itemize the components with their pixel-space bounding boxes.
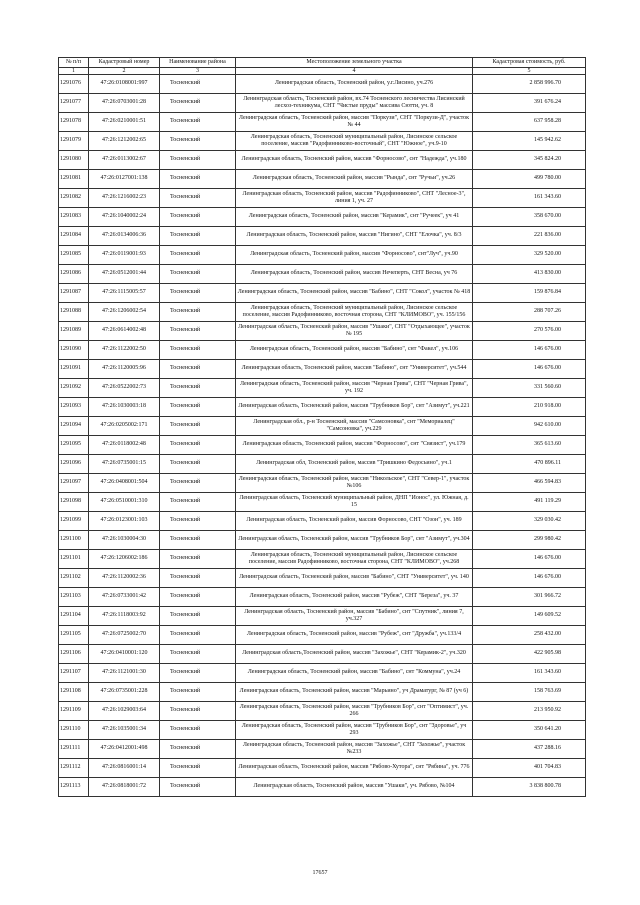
table-row: [59, 455, 586, 474]
cadastral-number-cell: 47:26:1035001:34: [89, 721, 160, 740]
row-number-cell: 1291087: [59, 284, 89, 303]
cadastral-value-cell: 329 030.42: [473, 512, 586, 531]
table-row: [59, 151, 586, 170]
cadastral-number-cell: 47:26:1029003:64: [89, 702, 160, 721]
table-row: [59, 170, 586, 189]
district-name-cell: Тосненский: [160, 379, 236, 398]
row-number-cell: 1291079: [59, 132, 89, 151]
cadastral-value-cell: 391 676.24: [473, 94, 586, 113]
district-name-cell: Тосненский: [160, 740, 236, 759]
cadastral-number-cell: 47:26:1115005:57: [89, 284, 160, 303]
row-number-cell: 1291078: [59, 113, 89, 132]
cadastral-value-cell: 3 838 800.78: [473, 778, 586, 797]
header-district: Наименование района: [160, 58, 236, 68]
cadastral-number-cell: 47:26:0410001:120: [89, 645, 160, 664]
district-name-cell: Тосненский: [160, 322, 236, 341]
column-number: 1: [59, 68, 89, 75]
location-cell: Ленинградская область, Тосненский район, массив "Бабино", СНТ "Университет", уч. 140: [236, 569, 473, 588]
table-row: [59, 721, 586, 740]
table-header-row: [59, 58, 586, 68]
cadastral-value-cell: 470 896.11: [473, 455, 586, 474]
location-cell: Ленинградская область, Тосненский район, массив "Рубеж", снт "Дружба", уч.133/4: [236, 626, 473, 645]
cadastral-number-cell: 47:26:0510001:310: [89, 493, 160, 512]
district-name-cell: Тосненский: [160, 170, 236, 189]
cadastral-value-cell: 161 343.60: [473, 664, 586, 683]
location-cell: Ленинградская область, Тосненский район, массив "Рубеж", СНТ "Береза", уч. 37: [236, 588, 473, 607]
table-row: [59, 664, 586, 683]
district-name-cell: Тосненский: [160, 512, 236, 531]
location-cell: Ленинградская область, Тосненский район, массив "Бабино", снт "Коммуна", уч.24: [236, 664, 473, 683]
row-number-cell: 1291111: [59, 740, 89, 759]
row-number-cell: 1291084: [59, 227, 89, 246]
cadastral-number-cell: 47:26:0119001:93: [89, 246, 160, 265]
location-cell: Ленинградская область, Тосненский муниципальный район, ДНП "Ионос", ул. Южная, д. 15: [236, 493, 473, 512]
location-cell: Ленинградская область, Тосненский район, массив "Бабино", СНТ "Сокол", участок № 418: [236, 284, 473, 303]
cadastral-number-cell: 47:26:1122002:50: [89, 341, 160, 360]
location-cell: Ленинградская область, Тосненский район, массив "Рябово-Хутора", снт "Рябина", уч. 776: [236, 759, 473, 778]
location-cell: Ленинградская область, Тосненский район, массив "Трубников Бор", снт "Азимут", уч.304: [236, 531, 473, 550]
row-number-cell: 1291086: [59, 265, 89, 284]
cadastral-number-cell: 47:26:0123001:103: [89, 512, 160, 531]
location-cell: Ленинградская область, Тосненский район, вх.74 Тосненского лесничества Лисинский лесхоз-техникума, СНТ "Чистые пруды" массива Сютти, уч. 8: [236, 94, 473, 113]
cadastral-number-cell: 47:26:0512001:44: [89, 265, 160, 284]
location-cell: Ленинградская область, Тосненский район, массив "Форносово", снт"Луч", уч.90: [236, 246, 473, 265]
table-row: [59, 208, 586, 227]
column-number: 4: [236, 68, 473, 75]
table-row: [59, 398, 586, 417]
row-number-cell: 1291083: [59, 208, 89, 227]
cadastral-number-cell: 47:26:0127001:138: [89, 170, 160, 189]
row-number-cell: 1291109: [59, 702, 89, 721]
table-row: [59, 569, 586, 588]
cadastral-number-cell: 47:26:1118003:92: [89, 607, 160, 626]
location-cell: Ленинградская область, Тосненский район, массив "Форносово", снт "Связист", уч.179: [236, 436, 473, 455]
cadastral-value-cell: 942 610.00: [473, 417, 586, 436]
cadastral-number-cell: 47:26:0210001:51: [89, 113, 160, 132]
row-number-cell: 1291088: [59, 303, 89, 322]
district-name-cell: Тосненский: [160, 360, 236, 379]
cadastral-number-cell: 47:26:1030004:30: [89, 531, 160, 550]
district-name-cell: Тосненский: [160, 493, 236, 512]
location-cell: Ленинградская область, Тосненский район, массив "Бабино", снт "Факел", уч.106: [236, 341, 473, 360]
cadastral-value-cell: 258 432.00: [473, 626, 586, 645]
cadastral-value-cell: 331 560.60: [473, 379, 586, 398]
cadastral-number-cell: 47:26:1030003:18: [89, 398, 160, 417]
location-cell: Ленинградская область, Тосненский район, массив "Поркузи", СНТ "Поркузи-Д", участок № 44: [236, 113, 473, 132]
cadastral-number-cell: 47:26:0703001:28: [89, 94, 160, 113]
location-cell: Ленинградская область,Тосненский район, массив "Захожье", СНТ "Керамик-2", уч.320: [236, 645, 473, 664]
cadastral-value-cell: 149 609.52: [473, 607, 586, 626]
district-name-cell: Тосненский: [160, 569, 236, 588]
table-row: [59, 379, 586, 398]
row-number-cell: 1291085: [59, 246, 89, 265]
row-number-cell: 1291101: [59, 550, 89, 569]
cadastral-value-cell: 401 704.83: [473, 759, 586, 778]
district-name-cell: Тосненский: [160, 132, 236, 151]
cadastral-value-cell: 358 670.00: [473, 208, 586, 227]
district-name-cell: Тосненский: [160, 189, 236, 208]
location-cell: Ленинградская область, Тосненский муниципальный район, Лисинское сельское поселение, массив Радофинниково, восточная сторона, СНТ "КЛИМОВО", уч. 155/156: [236, 303, 473, 322]
location-cell: Ленинградская область, Тосненский муниципальный район, Лисинское сельское поселение, массив Радофинниково, восточная сторона, СНТ "КЛИМОВО", уч.268: [236, 550, 473, 569]
row-number-cell: 1291089: [59, 322, 89, 341]
cadastral-value-cell: 413 830.00: [473, 265, 586, 284]
cadastral-number-cell: 47:26:1040002:24: [89, 208, 160, 227]
table-row: [59, 322, 586, 341]
row-number-cell: 1291113: [59, 778, 89, 797]
location-cell: Ленинградская область, Тосненский район, массив "Трубников Бор", снт "Азимут", уч.221: [236, 398, 473, 417]
cadastral-number-cell: 47:26:0735001:15: [89, 455, 160, 474]
district-name-cell: Тосненский: [160, 227, 236, 246]
cadastral-number-cell: 47:26:0108001:997: [89, 75, 160, 94]
row-number-cell: 1291104: [59, 607, 89, 626]
column-number-row: [59, 68, 586, 75]
page-number: 17657: [312, 870, 328, 876]
cadastral-value-cell: 301 966.72: [473, 588, 586, 607]
table-row: [59, 436, 586, 455]
table-row: [59, 284, 586, 303]
location-cell: Ленинградская область, Тосненский район, массив "Бабино", снт "Университет", уч.544: [236, 360, 473, 379]
location-cell: Ленинградская область, Тосненский район, массив "Трубников Бор", снт "Здоровье", уч 293: [236, 721, 473, 740]
table-row: [59, 265, 586, 284]
location-cell: Ленинградская область, Тосненский район, массив Форносово, СНТ "Озон", уч. 189: [236, 512, 473, 531]
row-number-cell: 1291110: [59, 721, 89, 740]
cadastral-value-cell: 329 520.00: [473, 246, 586, 265]
row-number-cell: 1291092: [59, 379, 89, 398]
cadastral-value-cell: 288 707.26: [473, 303, 586, 322]
cadastral-number-cell: 47:26:0735001:228: [89, 683, 160, 702]
cadastral-number-cell: 47:26:0134006:36: [89, 227, 160, 246]
row-number-cell: 1291098: [59, 493, 89, 512]
district-name-cell: Тосненский: [160, 113, 236, 132]
cadastral-value-cell: 437 288.16: [473, 740, 586, 759]
cadastral-value-cell: 146 676.00: [473, 341, 586, 360]
column-number: 2: [89, 68, 160, 75]
table-row: [59, 588, 586, 607]
district-name-cell: Тосненский: [160, 778, 236, 797]
table-row: [59, 474, 586, 493]
row-number-cell: 1291076: [59, 75, 89, 94]
cadastral-value-cell: 499 780.00: [473, 170, 586, 189]
cadastral-number-cell: 47:26:1120005:96: [89, 360, 160, 379]
cadastral-number-cell: 47:26:0408001:504: [89, 474, 160, 493]
cadastral-value-cell: 159 876.84: [473, 284, 586, 303]
table-row: [59, 493, 586, 512]
location-cell: Ленинградская область, Тосненский район, массив "Радофинниково", СНТ "Лесное-3", линия 1, уч. 27: [236, 189, 473, 208]
cadastral-value-cell: 146 676.00: [473, 360, 586, 379]
district-name-cell: Тосненский: [160, 436, 236, 455]
cadastral-value-cell: 365 613.60: [473, 436, 586, 455]
table-row: [59, 626, 586, 645]
location-cell: Ленинградская область, Тосненский муниципальный район, Лисинское сельское поселение, массив "Радофинниково-восточный", СНТ "Южное", уч.9-10: [236, 132, 473, 151]
district-name-cell: Тосненский: [160, 759, 236, 778]
row-number-cell: 1291094: [59, 417, 89, 436]
cadastral-value-cell: 299 980.42: [473, 531, 586, 550]
table-row: [59, 759, 586, 778]
cadastral-value-cell: 146 676.00: [473, 550, 586, 569]
table-row: [59, 417, 586, 436]
row-number-cell: 1291091: [59, 360, 89, 379]
location-cell: Ленинградская обл., р-н Тосненский, массив "Самсоновка", снт "Мемориалец" "Самсоновка", уч.229: [236, 417, 473, 436]
row-number-cell: 1291095: [59, 436, 89, 455]
location-cell: Ленинградская обл, Тосненский район, массив "Тришкино Федосьино", уч.1: [236, 455, 473, 474]
cadastral-number-cell: 47:26:1121001:30: [89, 664, 160, 683]
row-number-cell: 1291100: [59, 531, 89, 550]
cadastral-value-cell: 158 763.69: [473, 683, 586, 702]
table-row: [59, 246, 586, 265]
row-number-cell: 1291080: [59, 151, 89, 170]
row-number-cell: 1291090: [59, 341, 89, 360]
district-name-cell: Тосненский: [160, 417, 236, 436]
district-name-cell: Тосненский: [160, 626, 236, 645]
table-row: [59, 132, 586, 151]
cadastral-number-cell: 47:26:1206002:54: [89, 303, 160, 322]
cadastral-number-cell: 47:26:0733001:42: [89, 588, 160, 607]
location-cell: Ленинградская область, Тосненский район, массив "Никольское", СНТ "Север-1", участок №106: [236, 474, 473, 493]
row-number-cell: 1291108: [59, 683, 89, 702]
header-location: Местоположение земельного участка: [236, 58, 473, 68]
row-number-cell: 1291093: [59, 398, 89, 417]
location-cell: Ленинградская область, Тосненский район, у.г.Лисино, уч.276: [236, 75, 473, 94]
row-number-cell: 1291097: [59, 474, 89, 493]
cadastral-value-cell: 161 343.60: [473, 189, 586, 208]
cadastral-number-cell: 47:26:1212002:65: [89, 132, 160, 151]
cadastral-value-cell: 2 858 996.70: [473, 75, 586, 94]
location-cell: Ленинградская область, Тосненский район, массив "Трубников Бор", снт "Оптимист", уч. 266: [236, 702, 473, 721]
cadastral-number-cell: 47:26:0113002:67: [89, 151, 160, 170]
table-row: [59, 512, 586, 531]
location-cell: Ленинградская область, Тосненский район, массив "Марьино", уч Драматург, № 87 (уч 6): [236, 683, 473, 702]
row-number-cell: 1291105: [59, 626, 89, 645]
location-cell: Ленинградская область, Тосненский район, массив "Ушаки", уч. Рябово, №104: [236, 778, 473, 797]
district-name-cell: Тосненский: [160, 455, 236, 474]
table-row: [59, 227, 586, 246]
district-name-cell: Тосненский: [160, 702, 236, 721]
district-name-cell: Тосненский: [160, 265, 236, 284]
cadastral-value-table: [58, 57, 585, 797]
cadastral-value-cell: 213 950.92: [473, 702, 586, 721]
header-cadastral-number: Кадастровый номер: [89, 58, 160, 68]
location-cell: Ленинградская область, Тосненский район, массив "Захожье", СНТ "Захожье", участок №233: [236, 740, 473, 759]
table-row: [59, 360, 586, 379]
table-row: [59, 550, 586, 569]
cadastral-number-cell: 47:26:1216002:23: [89, 189, 160, 208]
row-number-cell: 1291103: [59, 588, 89, 607]
header-number: № п/п: [59, 58, 89, 68]
location-cell: Ленинградская область, Тосненский район, массив "Ушаки", СНТ "Отдыхающее", участок № 195: [236, 322, 473, 341]
row-number-cell: 1291112: [59, 759, 89, 778]
location-cell: Ленинградская область, Тосненский район, массив "Керамик", снт "Ручеек", уч 41: [236, 208, 473, 227]
column-number: 5: [473, 68, 586, 75]
table-row: [59, 740, 586, 759]
district-name-cell: Тосненский: [160, 341, 236, 360]
table-row: [59, 683, 586, 702]
cadastral-value-cell: 146 676.00: [473, 569, 586, 588]
cadastral-value-cell: 145 942.62: [473, 132, 586, 151]
cadastral-value-cell: 466 594.83: [473, 474, 586, 493]
table-row: [59, 303, 586, 322]
cadastral-number-cell: 47:26:0522002:73: [89, 379, 160, 398]
cadastral-number-cell: 47:26:0818001:72: [89, 778, 160, 797]
table-row: [59, 75, 586, 94]
cadastral-number-cell: 47:26:0205002:171: [89, 417, 160, 436]
district-name-cell: Тосненский: [160, 607, 236, 626]
table-row: [59, 531, 586, 550]
district-name-cell: Тосненский: [160, 94, 236, 113]
district-name-cell: Тосненский: [160, 151, 236, 170]
table-row: [59, 778, 586, 797]
district-name-cell: Тосненский: [160, 664, 236, 683]
district-name-cell: Тосненский: [160, 208, 236, 227]
location-cell: Ленинградская область, Тосненский район, массив "Форносово", снт "Надежда", уч.180: [236, 151, 473, 170]
row-number-cell: 1291107: [59, 664, 89, 683]
table-row: [59, 189, 586, 208]
row-number-cell: 1291077: [59, 94, 89, 113]
column-number: 3: [160, 68, 236, 75]
district-name-cell: Тосненский: [160, 398, 236, 417]
cadastral-value-cell: 350 641.20: [473, 721, 586, 740]
district-name-cell: Тосненский: [160, 588, 236, 607]
row-number-cell: 1291099: [59, 512, 89, 531]
district-name-cell: Тосненский: [160, 75, 236, 94]
district-name-cell: Тосненский: [160, 284, 236, 303]
header-cadastral-value: Кадастровая стоимость, руб.: [473, 58, 586, 68]
cadastral-number-cell: 47:26:0816001:14: [89, 759, 160, 778]
row-number-cell: 1291096: [59, 455, 89, 474]
district-name-cell: Тосненский: [160, 645, 236, 664]
table-row: [59, 113, 586, 132]
row-number-cell: 1291082: [59, 189, 89, 208]
cadastral-number-cell: 47:26:0614002:48: [89, 322, 160, 341]
cadastral-number-cell: 47:26:1206002:186: [89, 550, 160, 569]
table-row: [59, 702, 586, 721]
table-row: [59, 94, 586, 113]
district-name-cell: Тосненский: [160, 550, 236, 569]
cadastral-number-cell: 47:26:1120002:36: [89, 569, 160, 588]
row-number-cell: 1291081: [59, 170, 89, 189]
district-name-cell: Тосненский: [160, 246, 236, 265]
location-cell: Ленинградская область, Тосненский район, массив "Рында", снт "Ручьи", уч.26: [236, 170, 473, 189]
district-name-cell: Тосненский: [160, 474, 236, 493]
district-name-cell: Тосненский: [160, 721, 236, 740]
cadastral-number-cell: 47:26:0725002:70: [89, 626, 160, 645]
cadastral-value-cell: 422 905.98: [473, 645, 586, 664]
table-row: [59, 607, 586, 626]
location-cell: Ленинградская область, Тосненский район, массив "Бабино", снт "Спутник", линия 7, уч.327: [236, 607, 473, 626]
cadastral-value-cell: 345 824.20: [473, 151, 586, 170]
location-cell: Ленинградская область, Тосненский район, массив "Черная Грива", СНТ "Черная Грива", уч. 192: [236, 379, 473, 398]
district-name-cell: Тосненский: [160, 683, 236, 702]
cadastral-number-cell: 47:26:0412001:498: [89, 740, 160, 759]
cadastral-number-cell: 47:26:0118002:48: [89, 436, 160, 455]
cadastral-value-cell: 491 119.29: [473, 493, 586, 512]
cadastral-value-cell: 221 836.00: [473, 227, 586, 246]
table-row: [59, 645, 586, 664]
table-row: [59, 341, 586, 360]
district-name-cell: Тосненский: [160, 303, 236, 322]
row-number-cell: 1291106: [59, 645, 89, 664]
location-cell: Ленинградская область, Тосненский район, массив "Нигино", СНТ "Елочка", уч. 8/3: [236, 227, 473, 246]
cadastral-value-cell: 637 958.28: [473, 113, 586, 132]
cadastral-value-cell: 270 576.00: [473, 322, 586, 341]
row-number-cell: 1291102: [59, 569, 89, 588]
cadastral-value-cell: 210 918.00: [473, 398, 586, 417]
location-cell: Ленинградская область, Тосненский район, массив Нечеперть, СНТ Весна, уч 76: [236, 265, 473, 284]
district-name-cell: Тосненский: [160, 531, 236, 550]
